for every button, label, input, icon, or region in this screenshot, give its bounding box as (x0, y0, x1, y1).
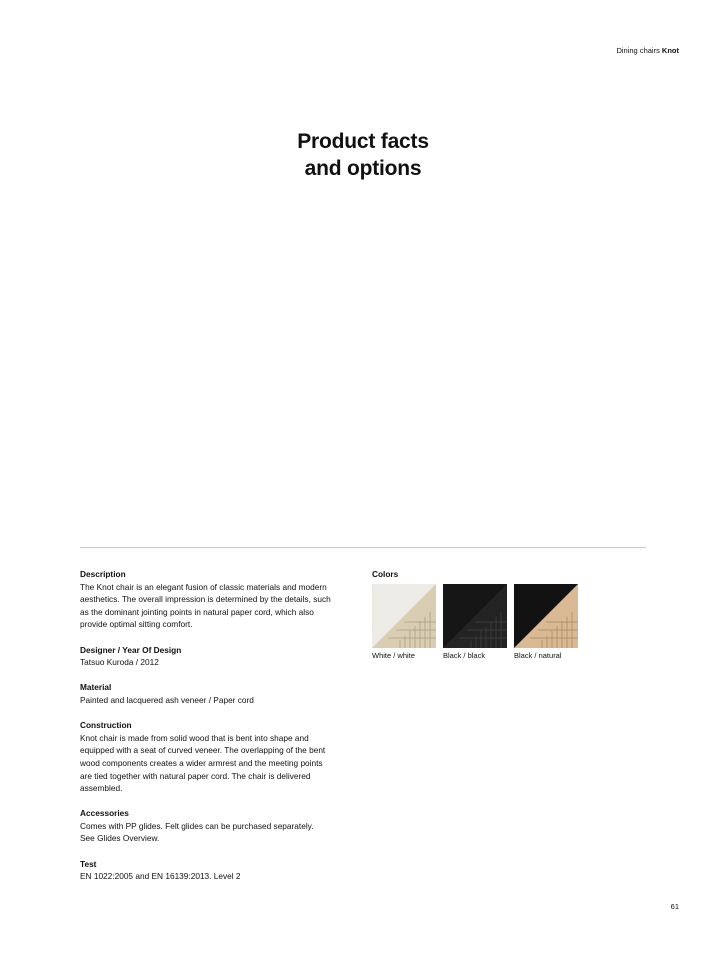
fact-accessories (80, 807, 360, 845)
fact-designer (80, 644, 360, 669)
fact-construction (80, 719, 360, 795)
product-facts (80, 568, 360, 895)
fact-line: equipped with a seat of curved veneer. The overlapping of the bent (80, 745, 326, 756)
fact-line: Tatsuo Kuroda / 2012 (80, 657, 159, 668)
fact-heading: Accessories (80, 808, 129, 819)
color-options (372, 568, 646, 660)
colors-heading: Colors (372, 569, 399, 579)
color-swatch-white-white (372, 584, 436, 661)
fact-heading: Test (80, 858, 97, 869)
page-title (0, 128, 726, 182)
fact-heading: Material (80, 682, 112, 693)
page-number: 61 (670, 902, 679, 911)
fact-heading: Description (80, 569, 126, 579)
fact-line: provide optimal sitting comfort. (80, 619, 193, 630)
fact-heading: Designer / Year Of Design (80, 644, 182, 655)
fact-line: Knot chair is made from solid wood that is bent into shape and (80, 732, 309, 743)
page-title-line-2: and options (304, 157, 422, 180)
color-swatch-black-black (443, 584, 507, 661)
black-natural-swatch-image (514, 584, 578, 648)
fact-line: See Glides Overview. (80, 833, 160, 844)
fact-line: EN 1022:2005 and EN 16139:2013. Level 2 (80, 871, 241, 882)
swatch-label: Black / black (443, 651, 486, 660)
header-breadcrumb (616, 46, 679, 56)
white-white-swatch-image (372, 584, 436, 648)
fact-test (80, 858, 360, 883)
fact-line: Comes with PP glides. Felt glides can be purchased separately. (80, 820, 314, 831)
black-black-swatch-image (443, 584, 507, 648)
fact-heading: Construction (80, 720, 132, 731)
swatch-label: Black / natural (514, 651, 562, 660)
swatch-row (372, 584, 646, 664)
page-title-line-1: Product facts (297, 130, 429, 153)
fact-line: assembled. (80, 783, 123, 794)
header-product: Knot (661, 46, 679, 55)
fact-line: aesthetics. The overall impression is determined by the details, such (80, 594, 331, 605)
fact-line: as the dominant jointing points in natural paper cord, which also (80, 606, 314, 617)
fact-line: are tied together with natural paper cord. The chair is delivered (80, 770, 311, 781)
fact-line: wood components creates a wider armrest and the meeting points (80, 757, 323, 768)
fact-material (80, 681, 360, 706)
color-swatch-black-natural (514, 584, 578, 661)
fact-description (80, 568, 360, 631)
fact-line: The Knot chair is an elegant fusion of classic materials and modern (80, 581, 327, 592)
section-divider (80, 547, 646, 548)
fact-line: Painted and lacquered ash veneer / Paper cord (80, 694, 254, 705)
header-section: Dining chairs (616, 46, 660, 55)
swatch-label: White / white (372, 651, 415, 660)
